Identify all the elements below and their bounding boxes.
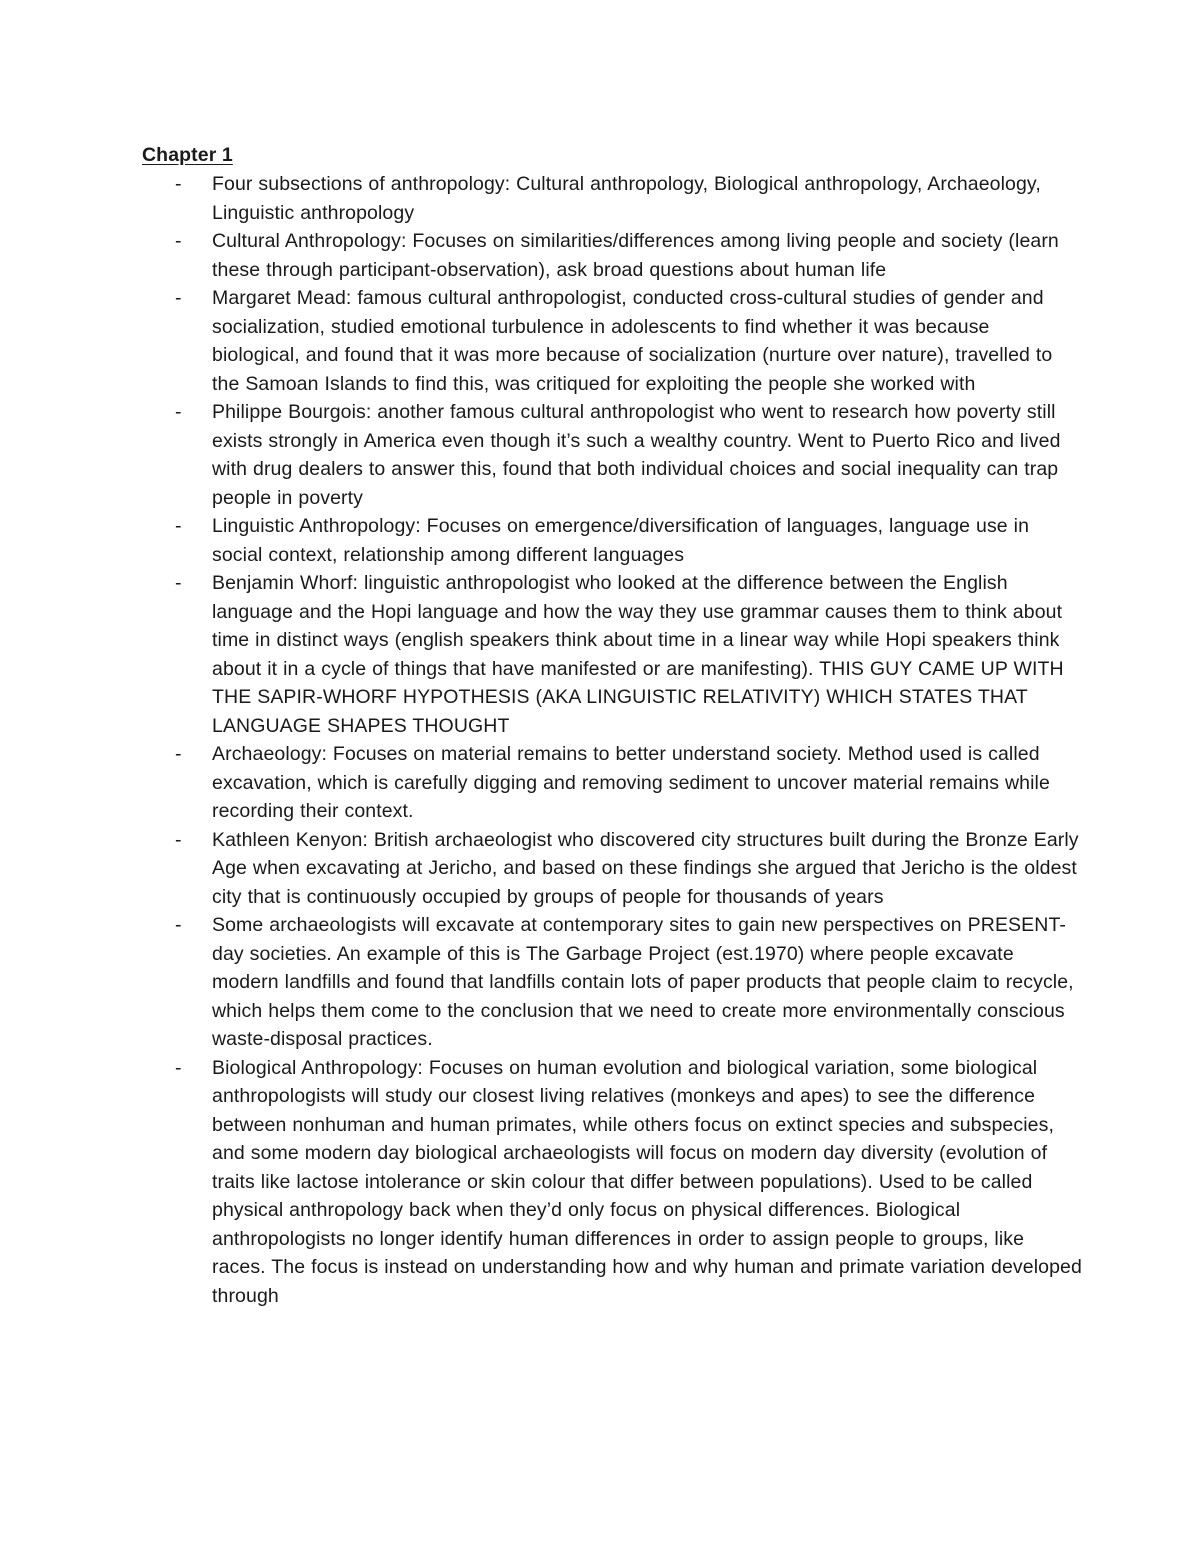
bullet-text: Some archaeologists will excavate at contemporary sites to gain new perspectives on PRESENT-day societies. An example of this is The Garbage Project (est.1970) where people excavate modern landfills and found that landfills contain lots of paper products that people claim to recycle, which helps them come to the conclusion that we need to create more environmentally conscious waste-disposal practices. [212,914,1074,1050]
bullet-text: Four subsections of anthropology: Cultural anthropology, Biological anthropology, Archaeology, Linguistic anthropology [212,173,1041,224]
bullet-dash: - [175,515,182,537]
bullet-text: Philippe Bourgois: another famous cultural anthropologist who went to research how poverty still exists strongly in America even though it’s such a wealthy country. Went to Puerto Rico and lived with drug dealers to answer this, found that both individual choices and social inequality can trap people in poverty [212,401,1061,509]
bullet-item [142,512,1082,569]
chapter-heading: Chapter 1 [142,144,233,166]
bullet-text: Margaret Mead: famous cultural anthropologist, conducted cross-cultural studies of gender and socialization, studied emotional turbulence in adolescents to find whether it was because biological, and found that it was more because of socialization (nurture over nature), travelled to the Samoan Islands to find this, was critiqued for exploiting the people she worked with [212,287,1053,395]
bullet-dash: - [175,572,182,594]
bullet-item [142,398,1082,512]
bullet-dash: - [175,828,182,851]
bullet-dash: - [175,173,182,195]
bullet-item [142,826,1082,912]
bullet-item [142,284,1082,398]
bullet-item [142,569,1082,740]
bullet-text: Benjamin Whorf: linguistic anthropologist who looked at the difference between the English language and the Hopi language and how the way they use grammar causes them to think about time in distinct ways (english speakers think about time in a linear way while Hopi speakers think about it in a cycle of things that have manifested or are manifesting). THIS GUY CAME UP WITH THE SAPIR-WHORF HYPOTHESIS (AKA LINGUISTIC RELATIVITY) WHICH STATES THAT LANGUAGE SHAPES THOUGHT [212,572,1064,737]
bullet-item [142,1054,1082,1311]
bullet-dash: - [175,1056,182,1079]
bullet-text: Kathleen Kenyon: British archaeologist who discovered city structures built during the Bronze Early Age when excavating at Jericho, and based on these findings she argued that Jericho is the oldest city that is continuously occupied by groups of people for thousands of years [212,828,1079,908]
bullet-dash: - [175,743,182,765]
bullet-item [142,911,1082,1054]
bullet-text: Linguistic Anthropology: Focuses on emergence/diversification of languages, language use in social context, relationship among different languages [212,515,1030,566]
bullet-text: Cultural Anthropology: Focuses on similarities/differences among living people and society (learn these through participant-observation), ask broad questions about human life [212,230,1059,281]
bullet-dash: - [175,401,182,423]
bullet-dash: - [175,914,182,936]
bullet-dash: - [175,287,182,309]
bullet-item [142,227,1082,284]
bullet-item [142,740,1082,826]
bullet-dash: - [175,230,182,252]
bullet-list [142,170,1082,1310]
bullet-item [142,170,1082,227]
bullet-text: Biological Anthropology: Focuses on human evolution and biological variation, some biological anthropologists will study our closest living relatives (monkeys and apes) to see the difference between nonhuman and human primates, while others focus on extinct species and subspecies, and some modern day biological archaeologists will focus on modern day diversity (evolution of traits like lactose intolerance or skin colour that differ between populations). Used to be called physical anthropology back when they’d only focus on physical differences. Biological anthropologists no longer identify human differences in order to assign people to groups, like races. The focus is instead on understanding how and why human and primate variation developed through [212,1056,1082,1307]
bullet-text: Archaeology: Focuses on material remains to better understand society. Method used is called excavation, which is carefully digging and removing sediment to uncover material remains while recording their context. [212,743,1050,822]
